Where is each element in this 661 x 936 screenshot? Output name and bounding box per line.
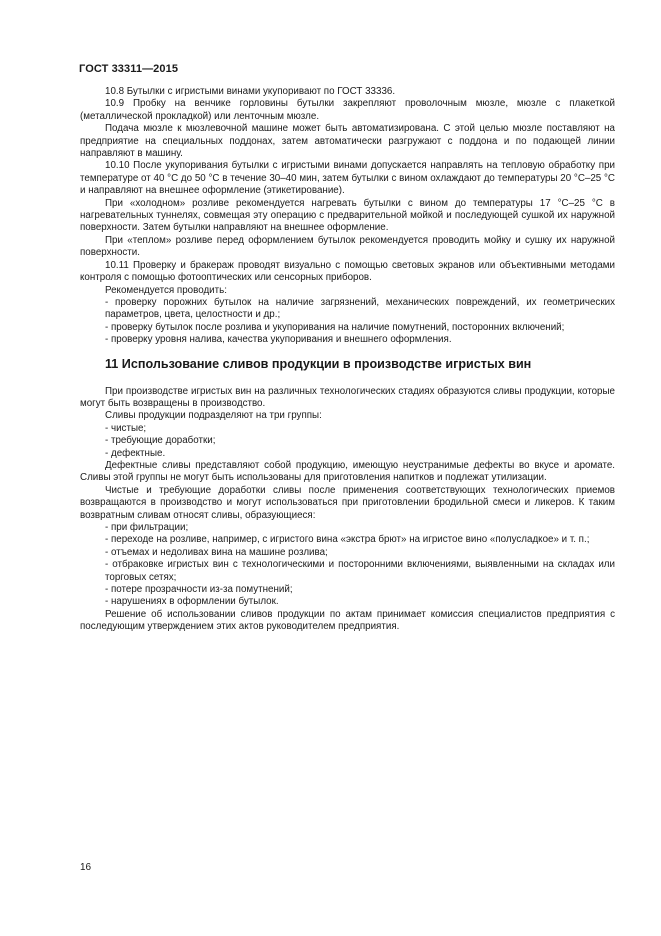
list-item: - проверку бутылок после розлива и укупоривания на наличие помутнений, посторонних включений; — [105, 321, 565, 333]
paragraph-defective: Дефектные сливы представляют собой продукцию, имеющую неустранимые дефекты во вкусе и аромате. Сливы этой группы не могут быть использованы для приготовления напитков и подлежат утилизации. — [80, 459, 615, 484]
paragraph-intro: При производстве игристых вин на различных технологических стадиях образуются сливы продукции, которые могут быть возвращены в производство. — [80, 385, 615, 409]
list-item: - нарушениях в оформлении бутылок. — [105, 596, 279, 608]
document-body — [80, 86, 615, 634]
paragraph-10-8: 10.8 Бутылки с игристыми винами укупоривают по ГОСТ 33336. — [105, 86, 396, 97]
paragraph-cold-filling: При «холодном» розливе рекомендуется нагревать бутылки с вином до температуры 17 °С–25 °С в нагревательных туннелях, совмещая эту операцию с предварительной мойкой и последующей сушкой их наружной поверхности. Затем бутылки направляют на внешнее оформление. — [80, 197, 615, 234]
list-item: - чистые; — [105, 422, 147, 434]
list-item: - дефектные. — [105, 447, 166, 459]
list-item: - проверку порожних бутылок на наличие загрязнений, механических повреждений, их геометрических параметров, цвета, целостности и др.; — [105, 296, 615, 321]
paragraph-10-11: 10.11 Проверку и бракераж проводят визуально с помощью световых экранов или объективными методами контроля с помощью фотооптических или сенсорных приборов. — [80, 259, 615, 284]
page-number: 16 — [80, 862, 92, 873]
paragraph-groups-lead: Сливы продукции подразделяют на три группы: — [105, 410, 322, 422]
paragraph-warm-filling: При «теплом» розливе перед оформлением бутылок рекомендуется проводить мойку и сушку их наружной поверхности. — [80, 234, 615, 259]
list-item: - отъемах и недоливах вина на машине розлива; — [105, 546, 328, 558]
section-11-title: 11 Использование сливов продукции в производстве игристых вин — [105, 356, 532, 371]
list-item: - требующие доработки; — [105, 435, 216, 447]
list-item: - проверку уровня налива, качества укупоривания и внешнего оформления. — [105, 334, 452, 346]
paragraph-recommended: Рекомендуется проводить: — [105, 284, 227, 296]
paragraph-clean: Чистые и требующие доработки сливы после применения соответствующих технологических приемов возвращаются в производство и могут использоваться при приготовлении бродильной смеси и ликеров. К таким возвратным сливам относят сливы, образующиеся: — [80, 484, 615, 521]
document-header: ГОСТ 33311—2015 — [79, 63, 179, 75]
list-item: - при фильтрации; — [105, 522, 189, 533]
paragraph-10-9: 10.9 Пробку на венчике горловины бутылки закрепляют проволочным мюзле, мюзле с плакеткой (металлической прокладкой) или ленточным мюзле. — [80, 98, 615, 122]
list-item: - переходе на розливе, например, с игристого вина «экстра брют» на игристое вино «полусладкое» и т. п.; — [105, 534, 590, 546]
paragraph-10-10: 10.10 После укупоривания бутылки с игристыми винами допускается направлять на тепловую обработку при температуре от 40 °С до 50 °С в течение 30–40 мин, затем бутылки с вином охлаждают до температуры 20 °С–25 °С и направляют на внешнее оформление (этикетирование). — [80, 160, 615, 197]
list-item: - отбраковке игристых вин с технологическими и посторонними включениями, выявленными на складах или торговых сетях; — [105, 559, 615, 583]
paragraph-muzle-automation: Подача мюзле к мюзлевочной машине может быть автоматизирована. С этой целью мюзле поставляют на предприятие на специальных поддонах, затем автоматически разгружают с поддона и по подающей линии направляют в машину. — [80, 123, 615, 160]
paragraph-decision: Решение об использовании сливов продукции по актам принимает комиссия специалистов предприятия с последующим утверждением этих актов руководителем предприятия. — [80, 608, 615, 633]
list-item: - потере прозрачности из-за помутнений; — [105, 584, 293, 596]
